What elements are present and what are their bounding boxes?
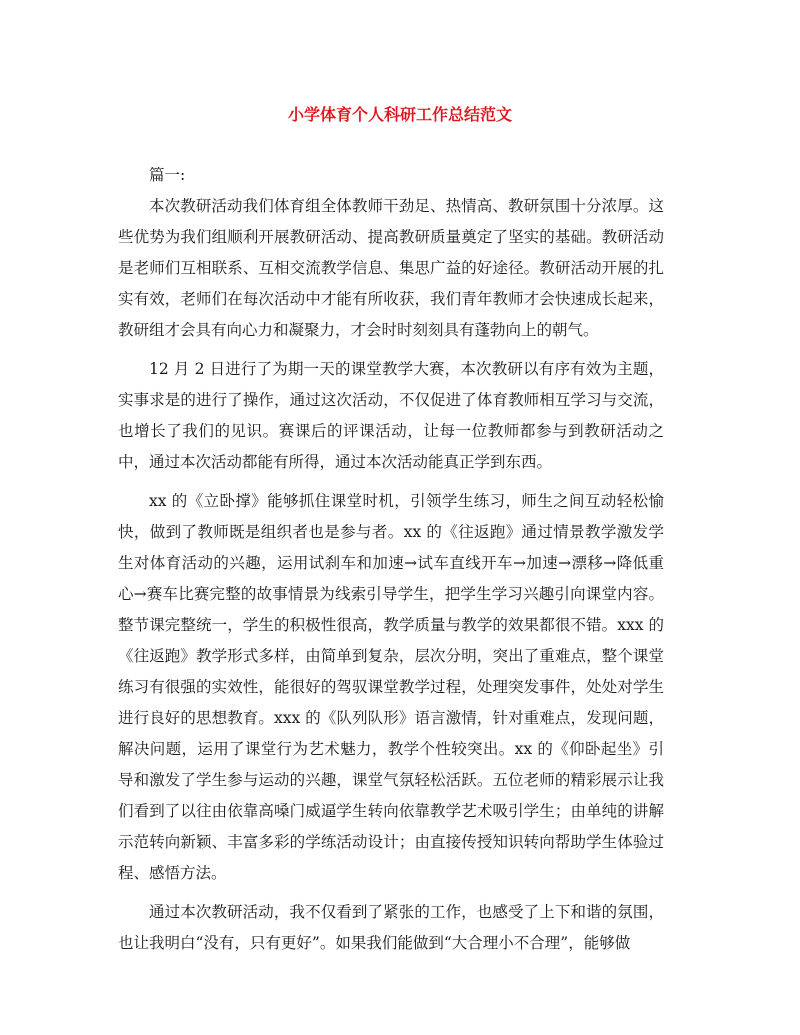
- document-title: 小学体育个人科研工作总结范文: [287, 105, 512, 124]
- paragraph-2: 12 月 2 日进行了为期一天的课堂教学大赛，本次教研以有序有效为主题，实事求是的进行了操作，通过这次活动，不仅促进了体育教师相互学习与交流，也增长了我们的见识。赛课后的评课活动，让每一位教师都参与到教研活动之中，通过本次活动都能有所得，通过本次活动能真正学到东西。: [118, 360, 664, 471]
- paragraph-4: 通过本次教研活动，我不仅看到了紧张的工作，也感受了上下和谐的氛围，也让我明白“没有，只有更好”。如果我们能做到“大合理小不合理”，能够做: [118, 903, 664, 952]
- paragraph-1: 本次教研活动我们体育组全体教师干劲足、热情高、教研氛围十分浓厚。这些优势为我们组顺利开展教研活动、提高教研质量奠定了坚实的基础。教研活动是老师们互相联系、互相交流教学信息、集思广益的好途径。教研活动开展的扎实有效，老师们在每次活动中才能有所收获，我们青年教师才会快速成长起来，教研组才会具有向心力和凝聚力，才会时时刻刻具有蓬勃向上的朝气。: [118, 197, 664, 339]
- section-label: 篇一:: [149, 166, 186, 184]
- paragraph-3: xx 的《立卧撑》能够抓住课堂时机，引领学生练习，师生之间互动轻松愉快，做到了教师既是组织者也是参与者。xx 的《往返跑》通过情景教学激发学生对体育活动的兴趣，运用试刹车和加速→试车直线开车→加速→漂移→降低重心→赛车比赛完整的故事情景为线索引导学生，把学生学习兴趣引向课堂内容。整节课完整统一，学生的积极性很高，教学质量与教学的效果都很不错。xxx 的《往返跑》教学形式多样，由简单到复杂，层次分明，突出了重难点，整个课堂练习有很强的实效性，能很好的驾驭课堂教学过程，处理突发事件，处处对学生进行良好的思想教育。xxx 的《队列队形》语言激情，针对重难点，发现问题，解决问题，运用了课堂行为艺术魅力，教学个性较突出。xx 的《仰卧起坐》引导和激发了学生参与运动的兴趣，课堂气氛轻松活跃。五位老师的精彩展示让我们看到了以往由依靠高嗓门威逼学生转向依靠教学艺术吸引学生；由单纯的讲解示范转向新颖、丰富多彩的学练活动设计；由直接传授知识转向帮助学生体验过程、感悟方法。: [118, 492, 664, 882]
- document-body: [118, 160, 664, 967]
